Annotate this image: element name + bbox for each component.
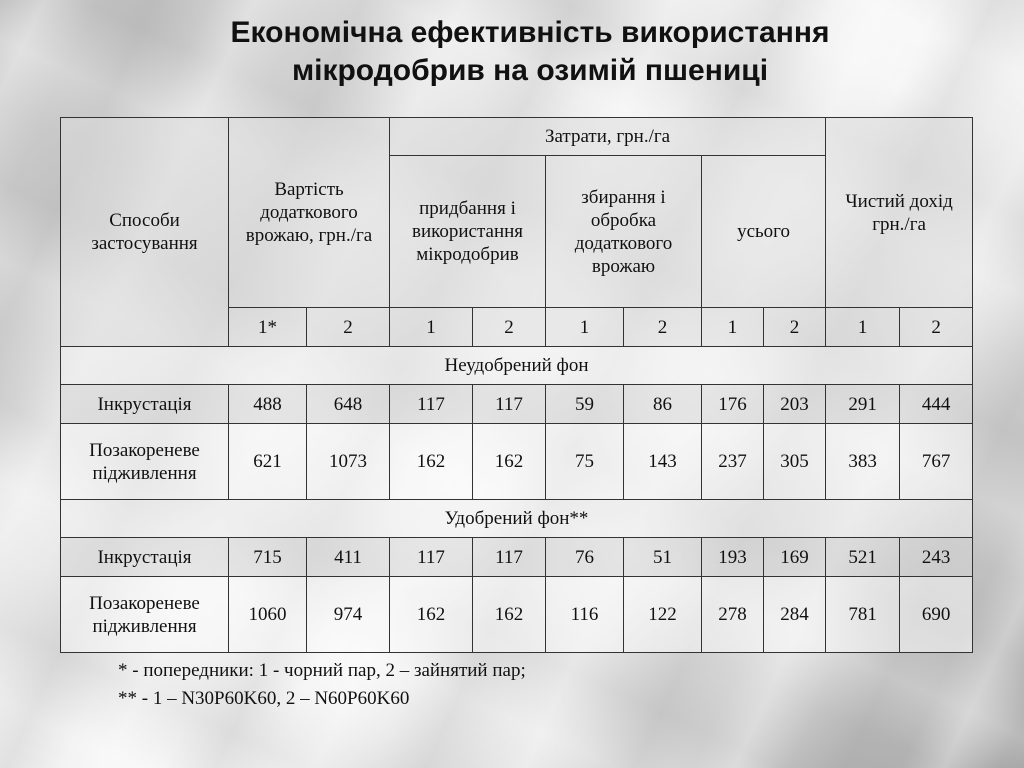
table-cell: 143 bbox=[624, 424, 702, 500]
table-cell: 974 bbox=[307, 577, 390, 653]
header-harvest: збирання і обробка додаткового врожаю bbox=[546, 156, 702, 308]
section-row bbox=[61, 500, 973, 538]
table-cell: 117 bbox=[473, 385, 546, 424]
table-cell: 162 bbox=[473, 577, 546, 653]
table-cell: 1060 bbox=[229, 577, 307, 653]
header-net-income: Чистий дохід грн./га bbox=[826, 118, 973, 308]
row-method: Інкрустація bbox=[61, 538, 229, 577]
subheader-cell: 1* bbox=[229, 308, 307, 347]
subheader-cell: 2 bbox=[624, 308, 702, 347]
table-cell: 305 bbox=[764, 424, 826, 500]
table-cell: 781 bbox=[826, 577, 900, 653]
table-cell: 383 bbox=[826, 424, 900, 500]
table-cell: 122 bbox=[624, 577, 702, 653]
table-cell: 76 bbox=[546, 538, 624, 577]
table-cell: 176 bbox=[702, 385, 764, 424]
header-methods: Способи застосування bbox=[61, 118, 229, 347]
table-cell: 162 bbox=[390, 424, 473, 500]
header-purchase: придбання і використання мікродобрив bbox=[390, 156, 546, 308]
table-cell: 243 bbox=[900, 538, 973, 577]
table-cell: 169 bbox=[764, 538, 826, 577]
table-cell: 59 bbox=[546, 385, 624, 424]
table-cell: 278 bbox=[702, 577, 764, 653]
table-row bbox=[61, 577, 973, 653]
table-cell: 291 bbox=[826, 385, 900, 424]
table-cell: 237 bbox=[702, 424, 764, 500]
table-cell: 767 bbox=[900, 424, 973, 500]
table-cell: 117 bbox=[473, 538, 546, 577]
page-title bbox=[120, 14, 940, 90]
subheader-cell: 1 bbox=[546, 308, 624, 347]
table-cell: 690 bbox=[900, 577, 973, 653]
footnote-2: ** - 1 – N30P60K60, 2 – N60P60K60 bbox=[118, 688, 410, 709]
table-row bbox=[61, 538, 973, 577]
table-row bbox=[61, 385, 973, 424]
row-method: Інкрустація bbox=[61, 385, 229, 424]
table-cell: 117 bbox=[390, 385, 473, 424]
table-cell: 75 bbox=[546, 424, 624, 500]
table-cell: 521 bbox=[826, 538, 900, 577]
subheader-cell: 2 bbox=[900, 308, 973, 347]
section-label: Неудобрений фон bbox=[61, 347, 973, 385]
subheader-cell: 2 bbox=[764, 308, 826, 347]
row-method: Позакореневе підживлення bbox=[61, 424, 229, 500]
table-cell: 715 bbox=[229, 538, 307, 577]
subheader-cell: 2 bbox=[307, 308, 390, 347]
subheader-cell: 1 bbox=[826, 308, 900, 347]
table-cell: 193 bbox=[702, 538, 764, 577]
table-cell: 116 bbox=[546, 577, 624, 653]
subheader-cell: 2 bbox=[473, 308, 546, 347]
header-value: Вартість додаткового врожаю, грн./га bbox=[229, 118, 390, 308]
header-total: усього bbox=[702, 156, 826, 308]
table-cell: 284 bbox=[764, 577, 826, 653]
footnotes bbox=[118, 657, 526, 713]
efficiency-table bbox=[60, 117, 973, 653]
table-cell: 1073 bbox=[307, 424, 390, 500]
table-cell: 621 bbox=[229, 424, 307, 500]
section-label: Удобрений фон** bbox=[61, 500, 973, 538]
table-cell: 648 bbox=[307, 385, 390, 424]
table-cell: 411 bbox=[307, 538, 390, 577]
page-title-line-1: Економічна ефективність використання bbox=[230, 16, 830, 49]
table-cell: 488 bbox=[229, 385, 307, 424]
table-row bbox=[61, 424, 973, 500]
section-row bbox=[61, 347, 973, 385]
table-cell: 444 bbox=[900, 385, 973, 424]
table-cell: 162 bbox=[473, 424, 546, 500]
table-cell: 117 bbox=[390, 538, 473, 577]
subheader-cell: 1 bbox=[702, 308, 764, 347]
footnote-1: * - попередники: 1 - чорний пар, 2 – зайнятий пар; bbox=[118, 660, 526, 681]
header-costs: Затрати, грн./га bbox=[390, 118, 826, 156]
table-cell: 162 bbox=[390, 577, 473, 653]
table-cell: 86 bbox=[624, 385, 702, 424]
table-cell: 203 bbox=[764, 385, 826, 424]
table-cell: 51 bbox=[624, 538, 702, 577]
subheader-cell: 1 bbox=[390, 308, 473, 347]
row-method: Позакореневе підживлення bbox=[61, 577, 229, 653]
header-row-1 bbox=[61, 118, 973, 156]
page-title-line-2: мікродобрив на озимій пшениці bbox=[291, 54, 769, 87]
